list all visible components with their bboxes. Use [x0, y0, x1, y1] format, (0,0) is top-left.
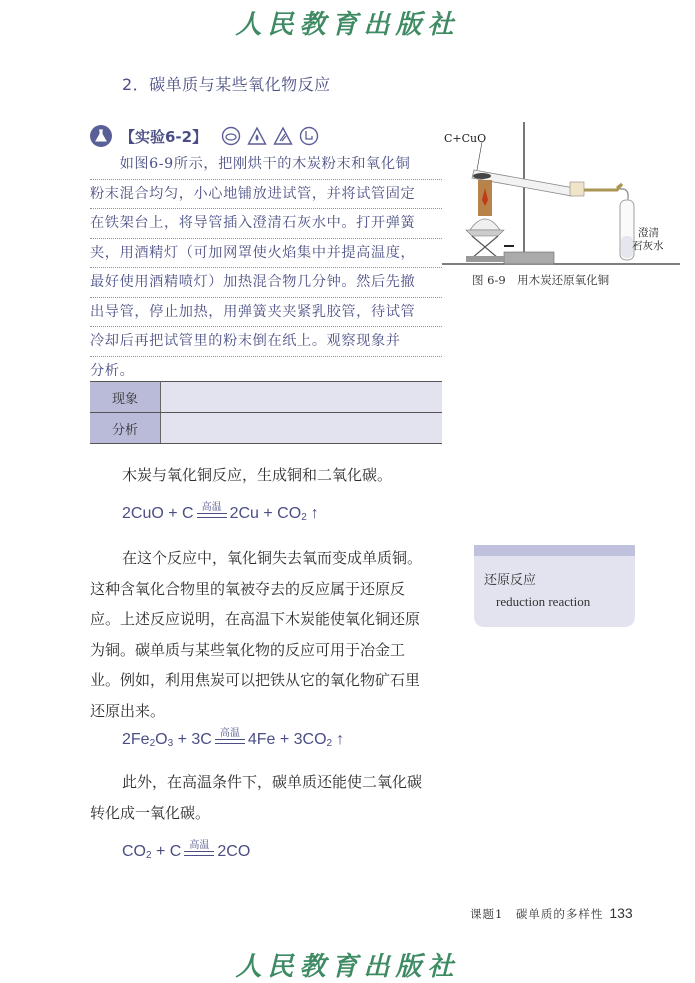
section-title: 2．碳单质与某些氧化物反应	[122, 75, 331, 94]
procedure-line: 夹，用酒精灯（可加网罩使火焰集中并提高温度，	[90, 239, 442, 269]
procedure-line: 如图6-9所示，把刚烘干的木炭粉末和氧化铜	[90, 150, 442, 180]
flame-warning-icon	[247, 126, 267, 146]
row-header-phenomenon: 现象	[90, 382, 161, 413]
condition-high-temperature: 高温	[184, 840, 214, 861]
publisher-logo-bottom: 人民教育出版社	[235, 952, 460, 982]
table-row	[90, 413, 442, 444]
experiment-header	[90, 124, 325, 148]
procedure-line: 在铁架台上，将导管插入澄清石灰水中。打开弹簧	[90, 209, 442, 239]
gas-arrow-icon: ↑	[336, 731, 345, 748]
equation-1: 2CuO + C 高温 2Cu + CO $_2$ ↑	[122, 502, 319, 523]
svg-text:C+CuO: C+CuO	[444, 132, 487, 145]
glossary-box	[474, 545, 635, 627]
svg-text:澄清: 澄清	[638, 227, 659, 239]
glossary-term-en: reduction reaction	[496, 594, 591, 609]
apparatus-diagram	[442, 118, 680, 268]
row-header-analysis: 分析	[90, 413, 161, 444]
phenomenon-cell[interactable]	[161, 382, 443, 413]
flask-icon	[90, 125, 112, 147]
glossary-term-cn: 还原反应	[484, 573, 537, 588]
page-number: 133	[609, 905, 633, 921]
hand-wash-icon	[299, 126, 319, 146]
procedure-line: 分析。	[90, 357, 142, 387]
figure-caption: 图 6-9 用木炭还原氧化铜	[472, 273, 610, 287]
paragraph-3: 此外，在高温条件下，碳单质还能使二氧化碳 转化成一氧化碳。	[90, 773, 423, 822]
condition-high-temperature: 高温	[197, 502, 227, 523]
procedure-line: 最好使用酒精喷灯）加热混合物几分钟。然后先撤	[90, 268, 442, 298]
gas-arrow-icon: ↑	[310, 505, 319, 522]
publisher-logo-top: 人民教育出版社	[235, 10, 460, 40]
procedure-line: 粉末混合均匀，小心地铺放进试管，并将试管固定	[90, 180, 442, 210]
table-row	[90, 382, 442, 413]
condition-high-temperature: 高温	[215, 728, 245, 749]
procedure-line: 冷却后再把试管里的粉末倒在纸上。观察现象并	[90, 327, 442, 357]
experiment-procedure	[90, 150, 442, 386]
paragraph-1: 木炭与氧化铜反应，生成铜和二氧化碳。	[122, 466, 393, 484]
svg-text:石灰水: 石灰水	[632, 240, 664, 252]
observation-table	[90, 381, 442, 444]
goggles-icon	[221, 126, 241, 146]
paragraph-2: 在这个反应中，氧化铜失去氧而变成单质铜。 这种含氧化合物里的氧被夺去的反应属于还原反 应。上述反应说明，在高温下木炭能使氧化铜还原 为铜。碳单质与某些氧化物的反应可用于冶金工 业。例如，利用焦炭可以把铁从它的氧化物矿石里 还原出来。	[90, 549, 423, 720]
equation-2: 2Fe $_2$ O $_3$ + 3C 高温 4Fe + 3CO $_2$ ↑	[122, 728, 345, 749]
hot-surface-warning-icon	[273, 126, 293, 146]
experiment-label: 【实验6-2】	[120, 127, 208, 146]
page-footer	[470, 905, 633, 922]
equation-3: CO $_2$ + C 高温 2CO	[122, 840, 251, 861]
chapter-title: 课题1 碳单质的多样性	[470, 907, 604, 921]
analysis-cell[interactable]	[161, 413, 443, 444]
procedure-line: 出导管，停止加热，用弹簧夹夹紧乳胶管，待试管	[90, 298, 442, 328]
